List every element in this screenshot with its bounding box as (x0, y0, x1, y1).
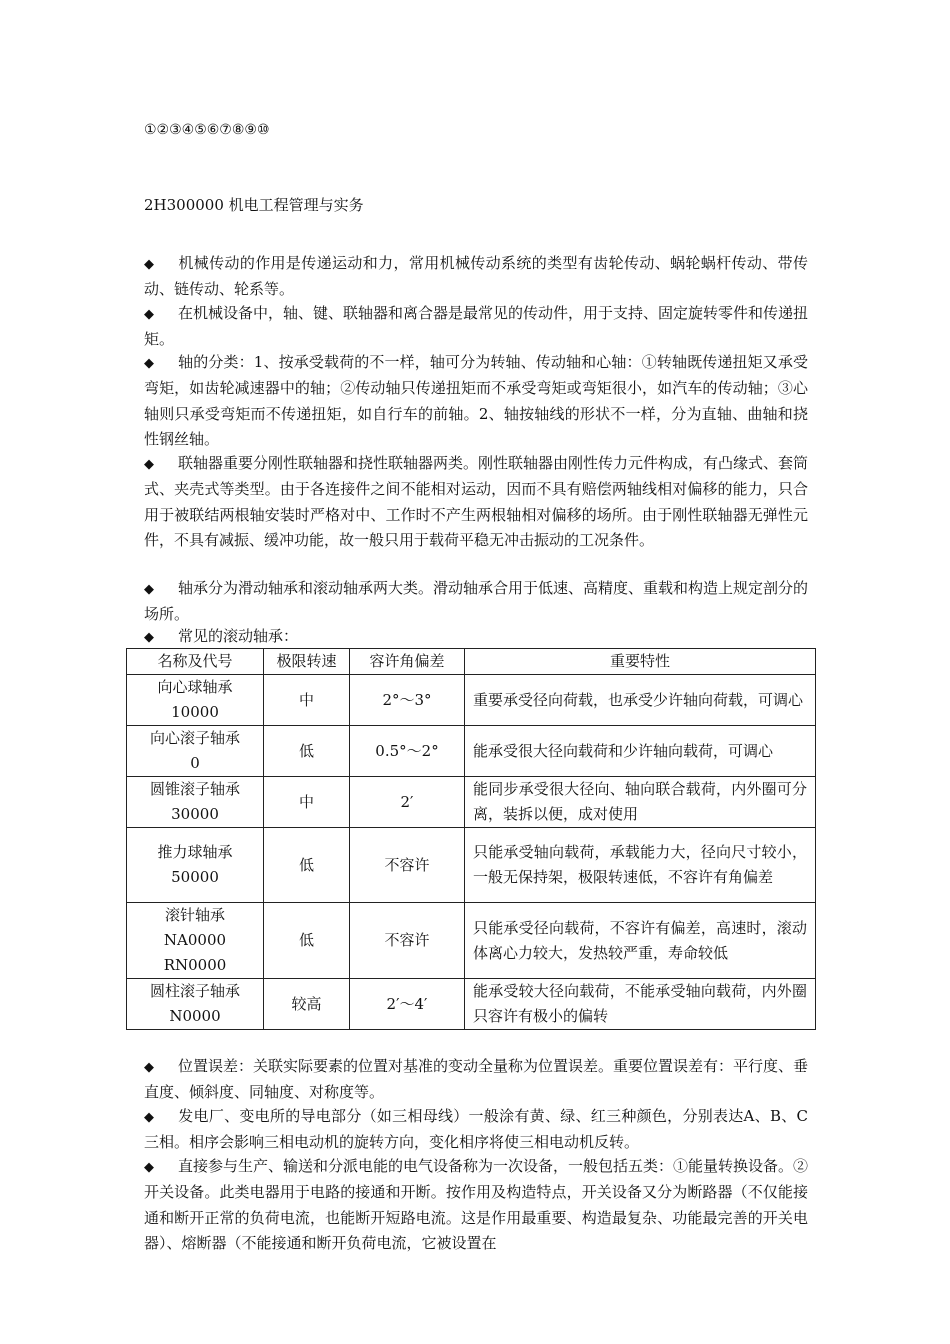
paragraph-position-error: ◆ 位置误差：关联实际要素的位置对基准的变动全量称为位置误差。重要位置误差有：平行度、垂直度、倾斜度、同轴度、对称度等。 (144, 1057, 809, 1102)
speed-cell: 低 (264, 903, 350, 979)
circled-numbers: ①②③④⑤⑥⑦⑧⑨⑩ (144, 122, 270, 138)
bearing-name-cell: 向心滚子轴承 0 (127, 726, 264, 777)
bullet-icon: ◆ (144, 1160, 154, 1175)
feature-cell: 能同步承受很大径向、轴向联合载荷，内外圈可分离，装拆以便，成对使用 (465, 777, 816, 828)
feature-cell: 能承受较大径向载荷，不能承受轴向载荷，内外圈只容许有极小的偏转 (465, 979, 816, 1030)
feature-cell: 只能承受径向载荷，不容许有偏差，高速时，滚动体离心力较大，发热较严重，寿命较低 (465, 903, 816, 979)
paragraph-transmission-parts: ◆ 在机械设备中，轴、键、联轴器和离合器是最常见的传动件，用于支持、固定旋转零件和传递扭矩。 (144, 304, 809, 349)
table-row (127, 777, 816, 828)
angle-cell: 2′ (350, 777, 465, 828)
table-row (127, 828, 816, 903)
bearing-name-cell: 向心球轴承 10000 (127, 675, 264, 726)
bearing-name-cell: 滚针轴承 NA0000 RN0000 (127, 903, 264, 979)
bullet-icon: ◆ (144, 582, 154, 597)
table-row (127, 979, 816, 1030)
speed-cell: 中 (264, 777, 350, 828)
header-features: 重要特性 (465, 649, 816, 675)
bullet-icon: ◆ (144, 257, 154, 272)
angle-cell: 2′～4′ (350, 979, 465, 1030)
angle-cell: 2°～3° (350, 675, 465, 726)
header-angle-deviation: 容许角偏差 (350, 649, 465, 675)
paragraph-bearings: ◆ 轴承分为滑动轴承和滚动轴承两大类。滑动轴承合用于低速、高精度、重载和构造上规定剖分的场所。 (144, 579, 809, 624)
angle-cell: 0.5°～2° (350, 726, 465, 777)
angle-cell: 不容许 (350, 903, 465, 979)
bullet-icon: ◆ (144, 457, 154, 472)
table-row (127, 726, 816, 777)
bearing-name-cell: 圆锥滚子轴承 30000 (127, 777, 264, 828)
bullet-icon: ◆ (144, 1110, 154, 1125)
speed-cell: 低 (264, 828, 350, 903)
feature-cell: 只能承受轴向载荷，承载能力大，径向尺寸较小，一般无保持架，极限转速低，不容许有角偏差 (465, 828, 816, 903)
bullet-icon: ◆ (144, 630, 154, 645)
paragraph-phase-colors: ◆ 发电厂、变电所的导电部分（如三相母线）一般涂有黄、绿、红三种颜色，分别表达A、B、C三相。相序会影响三相电动机的旋转方向，变化相序将使三相电动机反转。 (144, 1107, 808, 1152)
header-name-code: 名称及代号 (127, 649, 264, 675)
paragraph-couplings: ◆ 联轴器重要分刚性联轴器和挠性联轴器两类。刚性联轴器由刚性传力元件构成，有凸缘式、套筒式、夹壳式等类型。由于各连接件之间不能相对运动，因而不具有赔偿两轴线相对偏移的能力，只合用于被联结两根轴安装时严格对中、工作时不产生两根轴相对偏移的场所。由于刚性联轴器无弹性元件，不具有减振、缓冲功能，故一般只用于载荷平稳无冲击振动的工况条件。 (144, 454, 809, 549)
angle-cell: 不容许 (350, 828, 465, 903)
bearing-name-cell: 圆柱滚子轴承 N0000 (127, 979, 264, 1030)
page-title: 2H300000 机电工程管理与实务 (144, 196, 364, 214)
bearing-name-cell: 推力球轴承 50000 (127, 828, 264, 903)
paragraph-shaft-classification: ◆ 轴的分类：1、按承受载荷的不一样，轴可分为转轴、传动轴和心轴：①转轴既传递扭矩又承受弯矩，如齿轮减速器中的轴；②传动轴只传递扭矩而不承受弯矩或弯矩很小，如汽车的传动轴；③心轴则只承受弯矩而不传递扭矩，如自行车的前轴。2、轴按轴线的形状不一样，分为直轴、曲轴和挠性钢丝轴。 (144, 353, 808, 448)
paragraph-mechanical-transmission: ◆ 机械传动的作用是传递运动和力，常用机械传动系统的类型有齿轮传动、蜗轮蜗杆传动、带传动、链传动、轮系等。 (144, 254, 808, 299)
table-row (127, 675, 816, 726)
bullet-icon: ◆ (144, 1060, 154, 1075)
feature-cell: 重要承受径向荷载，也承受少许轴向荷载，可调心 (465, 675, 816, 726)
table-row (127, 903, 816, 979)
speed-cell: 较高 (264, 979, 350, 1030)
feature-cell: 能承受很大径向载荷和少许轴向载荷，可调心 (465, 726, 816, 777)
bullet-icon: ◆ (144, 307, 154, 322)
rolling-bearing-table (126, 648, 816, 1030)
speed-cell: 低 (264, 726, 350, 777)
paragraph-rolling-bearings-intro: ◆ 常见的滚动轴承： (144, 624, 808, 650)
bullet-icon: ◆ (144, 356, 154, 371)
paragraph-primary-equipment: ◆ 直接参与生产、输送和分派电能的电气设备称为一次设备，一般包括五类：①能量转换设备。②开关设备。此类电器用于电路的接通和开断。按作用及构造特点，开关设备又分为断路器（不仅能接通和断开正常的负荷电流，也能断开短路电流。这是作用最重要、构造最复杂、功能最完善的开关电器）、熔断器（不能接通和断开负荷电流，它被设置在 (144, 1157, 809, 1252)
speed-cell: 中 (264, 675, 350, 726)
table-header-row (127, 649, 816, 675)
header-speed-limit: 极限转速 (264, 649, 350, 675)
